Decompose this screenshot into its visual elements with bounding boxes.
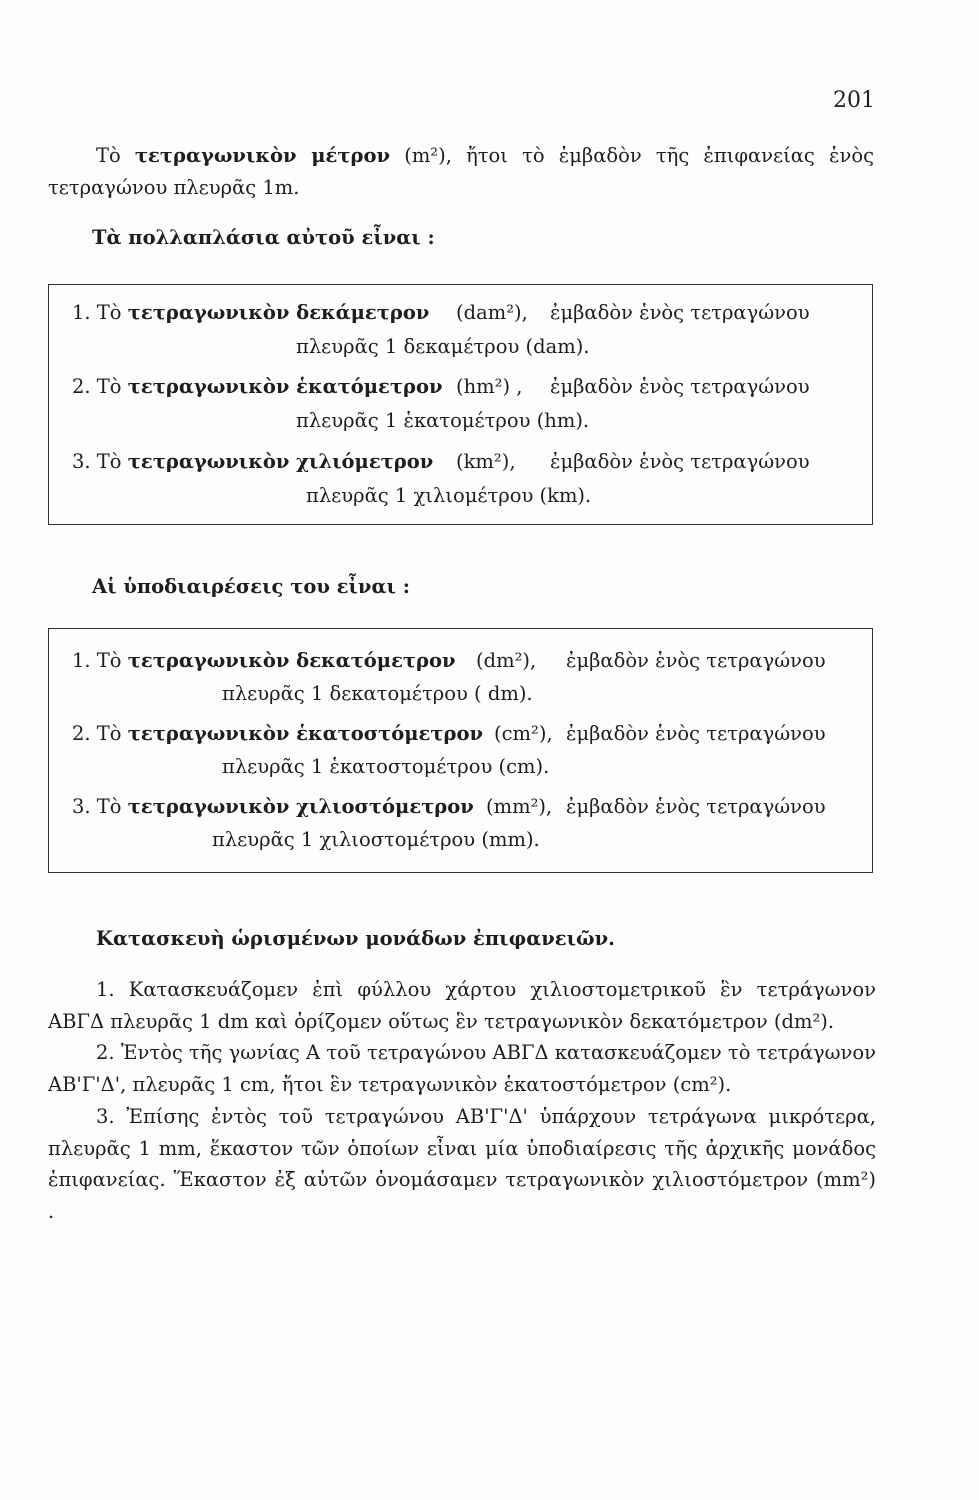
item-area: ἐμβαδὸν ἑνὸς τετραγώνου bbox=[550, 450, 810, 473]
subdivision-item bbox=[72, 792, 826, 822]
item-abbr: (cm²), bbox=[494, 722, 553, 745]
page-number: 201 bbox=[833, 88, 875, 113]
construction-heading: Κατασκευὴ ὡρισμένων μονάδων ἐπιφανειῶν. bbox=[96, 927, 615, 950]
item-line2: πλευρᾶς 1 χιλιοστομέτρου (mm). bbox=[212, 828, 540, 851]
item-number: 3. Τὸ bbox=[72, 795, 122, 818]
item-name: τετραγωνικὸν ἑκατοστόμετρον bbox=[127, 722, 484, 745]
item-abbr: (dam²), bbox=[456, 301, 528, 324]
item-number: 3. Τὸ bbox=[72, 450, 122, 473]
construction-paragraph: 2. Ἐντὸς τῆς γωνίας Α τοῦ τετραγώνου ΑΒΓΔ κατασκευάζομεν τὸ τετράγωνον ΑΒ'Γ'Δ', πλευρᾶς 1 cm, ἤτοι ἓν τετραγωνικὸν ἑκατοστόμετρον (cm²). bbox=[48, 1041, 876, 1097]
item-line2: πλευρᾶς 1 ἑκατοστομέτρου (cm). bbox=[222, 755, 550, 778]
item-area: ἐμβαδὸν ἑνὸς τετραγώνου bbox=[550, 375, 810, 398]
item-number: 2. Τὸ bbox=[72, 375, 122, 398]
item-area: ἐμβαδὸν ἑνὸς τετραγώνου bbox=[550, 301, 810, 324]
subdivision-item bbox=[72, 719, 826, 749]
item-name: τετραγωνικὸν δεκατόμετρον bbox=[127, 649, 456, 672]
item-number: 1. Τὸ bbox=[72, 649, 122, 672]
item-area: ἐμβαδὸν ἑνὸς τετραγώνου bbox=[566, 722, 826, 745]
multiples-heading: Τὰ πολλαπλάσια αὐτοῦ εἶναι : bbox=[92, 226, 435, 249]
item-name: τετραγωνικὸν χιλιοστόμετρον bbox=[127, 795, 474, 818]
item-line2: πλευρᾶς 1 δεκατομέτρου ( dm). bbox=[222, 682, 533, 705]
intro-term: τετραγωνικὸν μέτρον bbox=[134, 144, 391, 167]
construction-paragraph: 1. Κατασκευάζομεν ἐπὶ φύλλου χάρτου χιλιοστομετρικοῦ ἓν τετράγωνον ΑΒΓΔ πλευρᾶς 1 dm καὶ ὁρίζομεν οὕτως ἓν τετραγωνικὸν δεκατόμετρον (dm²). bbox=[48, 978, 876, 1033]
item-abbr: (km²), bbox=[456, 450, 516, 473]
subdivision-item bbox=[72, 646, 826, 676]
intro-post: (m²), ἤτοι τὸ ἐμβαδὸν τῆς ἐπιφανείας ἑνὸς τετραγώνου πλευρᾶς 1m. bbox=[48, 144, 874, 199]
item-line2: πλευρᾶς 1 χιλιομέτρου (km). bbox=[306, 484, 592, 507]
item-name: τετραγωνικὸν δεκάμετρον bbox=[127, 301, 430, 324]
multiple-item bbox=[72, 298, 810, 328]
intro-paragraph bbox=[48, 140, 874, 204]
subdivisions-heading: Αἱ ὑποδιαιρέσεις του εἶναι : bbox=[92, 575, 410, 598]
item-area: ἐμβαδὸν ἑνὸς τετραγώνου bbox=[566, 649, 826, 672]
multiple-item bbox=[72, 372, 810, 402]
item-number: 1. Τὸ bbox=[72, 301, 122, 324]
item-number: 2. Τὸ bbox=[72, 722, 122, 745]
intro-pre: Τὸ bbox=[96, 144, 135, 167]
multiple-item bbox=[72, 447, 810, 477]
item-area: ἐμβαδὸν ἑνὸς τετραγώνου bbox=[566, 795, 826, 818]
construction-text bbox=[48, 974, 876, 1228]
construction-paragraph: 3. Ἐπίσης ἐντὸς τοῦ τετραγώνου ΑΒ'Γ'Δ' ὑπάρχουν τετράγωνα μικρότερα, πλευρᾶς 1 mm, ἕκαστον τῶν ὁποίων εἶναι μία ὑποδιαίρεσις τῆς ἀρχικῆς μονάδος ἐπιφανείας. Ἕκαστον ἐξ αὐτῶν ὀνομάσαμεν τετραγωνικὸν χιλιοστόμετρον (mm²) . bbox=[48, 1104, 876, 1223]
item-name: τετραγωνικὸν χιλιόμετρον bbox=[127, 450, 434, 473]
item-abbr: (hm²) , bbox=[456, 375, 523, 398]
item-line2: πλευρᾶς 1 δεκαμέτρου (dam). bbox=[296, 335, 590, 358]
item-name: τετραγωνικὸν ἑκατόμετρον bbox=[127, 375, 443, 398]
item-line2: πλευρᾶς 1 ἑκατομέτρου (hm). bbox=[296, 409, 590, 432]
item-abbr: (mm²), bbox=[486, 795, 553, 818]
item-abbr: (dm²), bbox=[476, 649, 537, 672]
